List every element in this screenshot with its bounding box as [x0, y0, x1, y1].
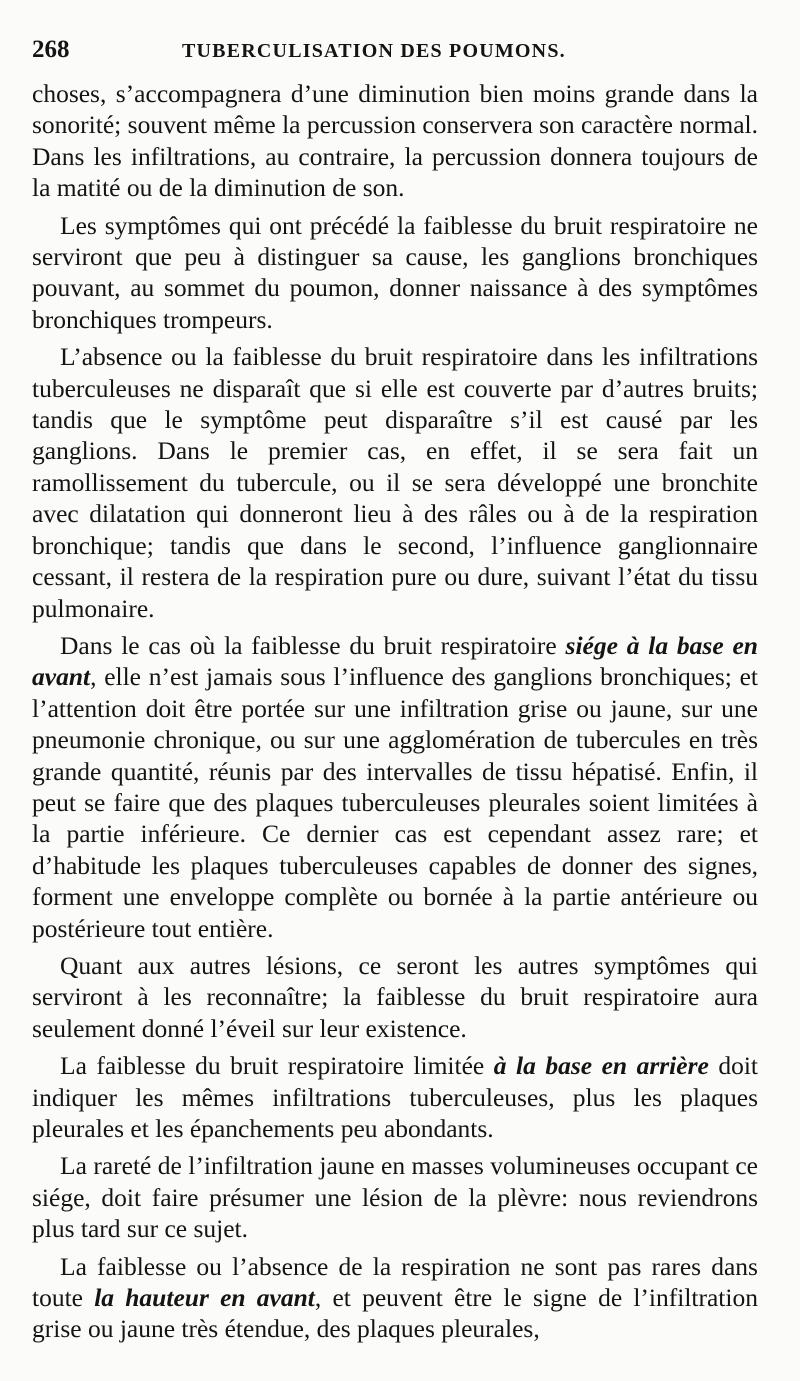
text-run: La rareté de l’infiltration jaune en masses volumineuses occupant ce siége, doit faire présumer une lésion de la plèvre: nous reviendrons plus tard sur ce sujet. — [32, 1151, 758, 1244]
text-run: Les symptômes qui ont précédé la faiblesse du bruit respiratoire ne serviront que peu à distinguer sa cause, les ganglions bronchiques pouvant, au sommet du poumon, donner naissance à des symptômes bronchiques trompeurs. — [32, 210, 758, 334]
text-run: doit indiquer les mêmes infiltrations tuberculeuses, plus les plaques pleurales et les épanchements peu abondants. — [32, 1051, 759, 1143]
page-header — [32, 36, 758, 78]
italic-phrase: à la base en arrière — [493, 1051, 709, 1081]
paragraph — [32, 1150, 758, 1244]
italic-phrase: la hauteur en avant — [94, 1283, 315, 1313]
paragraph — [32, 1251, 758, 1345]
paragraph — [32, 341, 758, 624]
page-number: 268 — [32, 36, 70, 63]
paragraph — [32, 630, 758, 944]
paragraph — [32, 210, 758, 336]
paragraph — [32, 950, 758, 1044]
text-run: L’absence ou la faiblesse du bruit respiratoire dans les infiltrations tuberculeuses ne disparaît que si elle est couverte par d’autres bruits; tandis que le symptôme peut disparaître s’il est causé par les ganglions. Dans le premier cas, en effet, il se sera fait un ramollissement du tubercule, ou il se sera développé une bronchite avec dilatation qui donneront lieu à des râles ou à de la respiration bronchique; tandis que dans le second, l’influence ganglionnaire cessant, il restera de la respiration pure ou dure, suivant l’état du tissu pulmonaire. — [32, 342, 758, 623]
text-run: , et peuvent être le signe de l’infiltration grise ou jaune très étendue, des plaques pleurales, — [32, 1283, 758, 1344]
body-text — [32, 78, 758, 1345]
text-run: La faiblesse du bruit respiratoire limitée — [60, 1051, 494, 1081]
paragraph — [32, 78, 758, 204]
running-head: TUBERCULISATION DES POUMONS. — [182, 40, 566, 62]
text-run: Quant aux autres lésions, ce seront les autres symptômes qui serviront à les reconnaître; la faiblesse du bruit respiratoire aura seulement donné l’éveil sur leur existence. — [32, 950, 758, 1043]
text-run: La faiblesse ou l’absence de la respiration ne sont pas rares dans toute — [32, 1251, 758, 1313]
paragraph — [32, 1050, 758, 1144]
text-run: , elle n’est jamais sous l’influence des ganglions bronchiques; et l’attention doit être portée sur une infiltration grise ou jaune, sur une pneumonie chronique, ou sur une agglomération de tubercules en très grande quantité, réunis par des intervalles de tissu hépatisé. Enfin, il peut se faire que des plaques tuberculeuses pleurales soient limitées à la partie inférieure. Ce dernier cas est cependant assez rare; et d’habitude les plaques tuberculeuses capables de donner des signes, forment une enveloppe complète ou bornée à la partie antérieure ou postérieure tout entière. — [32, 662, 758, 943]
text-run: Dans le cas où la faiblesse du bruit respiratoire — [60, 630, 566, 660]
text-run: choses, s’accompagnera d’une diminution bien moins grande dans la sonorité; souvent même la percussion conservera son caractère normal. Dans les infiltrations, au contraire, la percussion donnera toujours de la matité ou de la diminution de son. — [32, 79, 758, 203]
italic-phrase: siége à la base en avant — [32, 630, 758, 692]
